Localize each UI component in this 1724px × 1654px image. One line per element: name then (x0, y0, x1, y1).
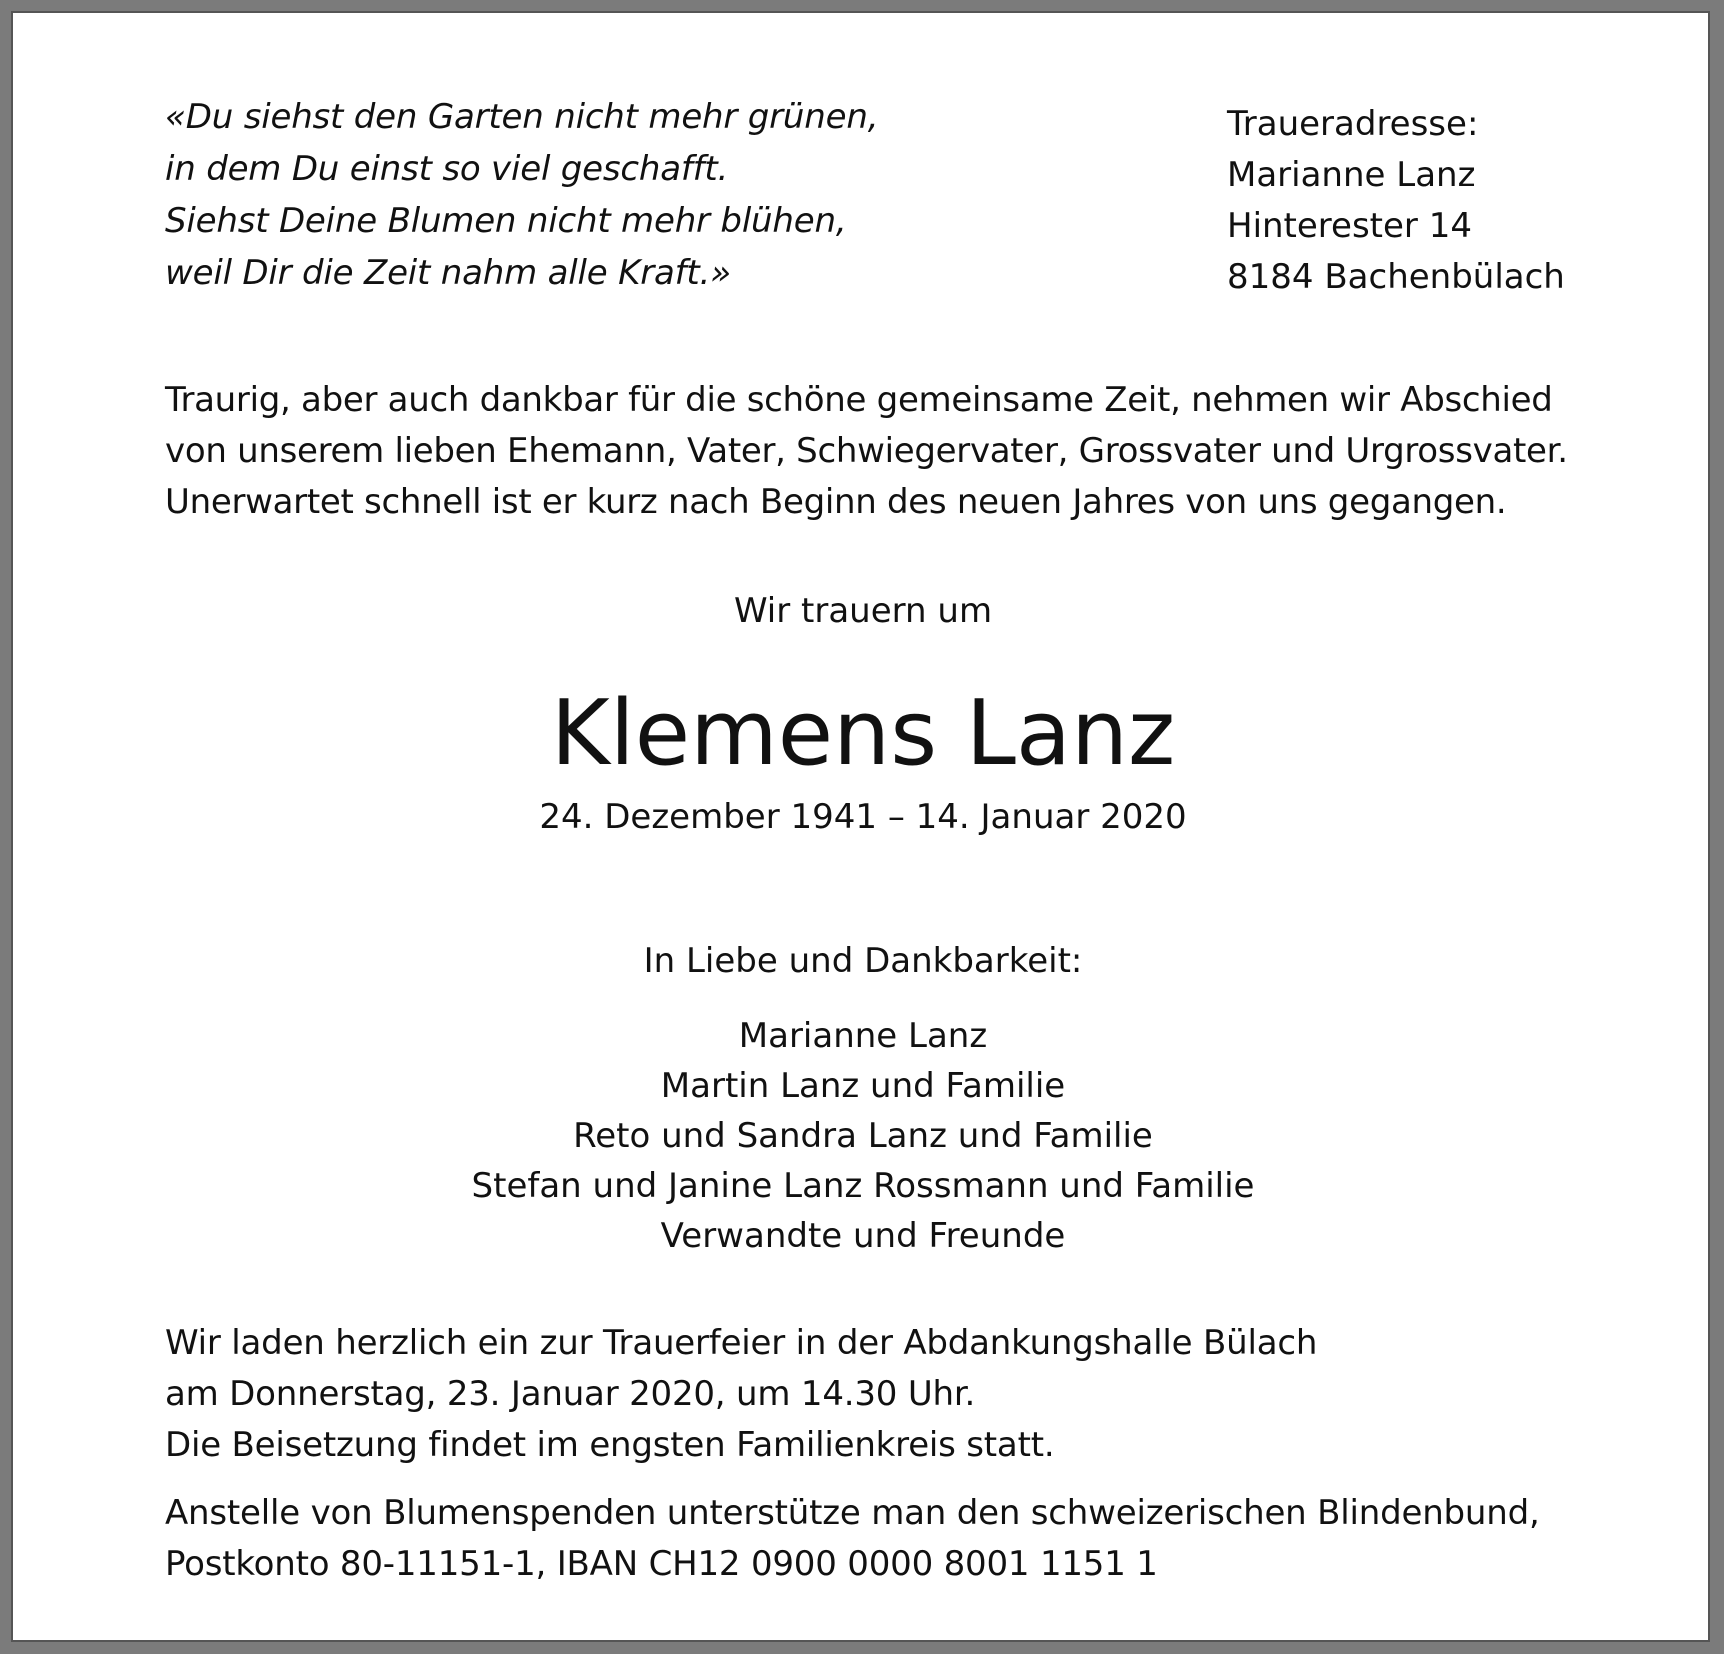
mourner-item: Reto und Sandra Lanz und Familie (573, 1116, 1153, 1156)
obituary-notice (11, 11, 1710, 1642)
donation-paragraph (165, 1488, 1540, 1590)
donation-line: Anstelle von Blumenspenden unterstütze man den schweizerischen Blindenbund, (165, 1493, 1540, 1533)
intro-line: Traurig, aber auch dankbar für die schöne gemeinsame Zeit, nehmen wir Abschied (165, 380, 1553, 420)
ceremony-line: Die Beisetzung findet im engsten Familienkreis statt. (165, 1425, 1055, 1465)
mourner-item: Marianne Lanz (738, 1016, 988, 1056)
address-label: Traueradresse: (1227, 104, 1479, 144)
mourning-address (1227, 99, 1565, 303)
quote-line: «Du siehst den Garten nicht mehr grünen, (165, 97, 879, 137)
intro-line: Unerwartet schnell ist er kurz nach Beginn des neuen Jahres von uns gegangen. (165, 482, 1507, 522)
mourners-list (13, 1011, 1713, 1261)
quote-line: in dem Du einst so viel geschafft. (165, 149, 729, 189)
donation-line: Postkonto 80-11151-1, IBAN CH12 0900 0000 8001 1151 1 (165, 1544, 1158, 1584)
address-city: 8184 Bachenbülach (1227, 257, 1565, 297)
ceremony-paragraph (165, 1318, 1317, 1471)
life-dates: 24. Dezember 1941 – 14. Januar 2020 (539, 797, 1187, 837)
intro-line: von unserem lieben Ehemann, Vater, Schwiegervater, Grossvater und Urgrossvater. (165, 431, 1568, 471)
ceremony-line: am Donnerstag, 23. Januar 2020, um 14.30 Uhr. (165, 1374, 976, 1414)
address-street: Hinterester 14 (1227, 206, 1472, 246)
quote-line: weil Dir die Zeit nahm alle Kraft.» (165, 253, 731, 293)
mourner-item: Stefan und Janine Lanz Rossmann und Familie (471, 1166, 1255, 1206)
address-name: Marianne Lanz (1227, 155, 1476, 195)
mourner-item: Martin Lanz und Familie (660, 1066, 1066, 1106)
lead-in-text: Wir trauern um (733, 591, 993, 631)
intro-paragraph (165, 375, 1568, 528)
quote-line: Siehst Deine Blumen nicht mehr blühen, (165, 201, 847, 241)
poem-quote (165, 91, 878, 299)
gratitude-heading: In Liebe und Dankbarkeit: (643, 941, 1083, 981)
ceremony-line: Wir laden herzlich ein zur Trauerfeier in der Abdankungshalle Bülach (165, 1323, 1318, 1363)
deceased-name: Klemens Lanz (550, 681, 1176, 786)
mourner-item: Verwandte und Freunde (660, 1216, 1066, 1256)
